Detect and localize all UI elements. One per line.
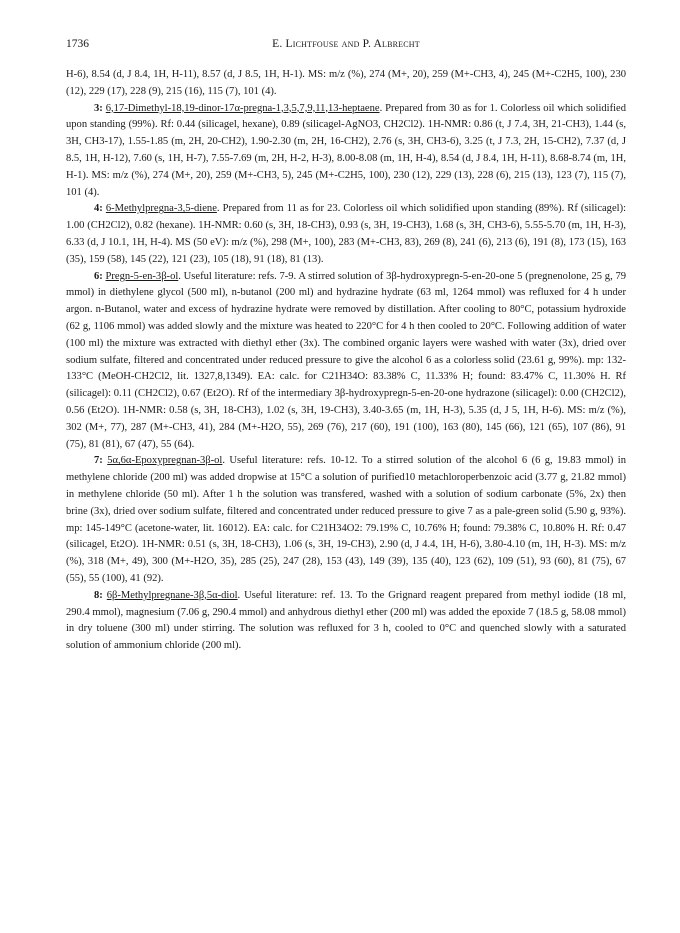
paragraph-continuation xyxy=(66,67,626,101)
paragraph-text: . Prepared from 11 as for 23. Colorless oil which solidified upon standing (89%). Rf (silicagel): 1.00 (CH2Cl2), 0.82 (hexane). 1H-NMR: 0.60 (s, 3H, 18-CH3), 0.93 (s, 3H, 19-CH3), 1.68 (s, 3H, CH3-6), 5.55-5.70 (m, 1H, H-3), 6.33 (d, J 10.1, 1H, H-4). MS (50 eV): m/z (%), 298 (M+, 100), 283 (M+-CH3, 83), 269 (8), 241 (6), 213 (6), 191 (8), 173 (15), 163 (35), 159 (58), 145 (22), 121 (23), 105 (18), 91 (18), 81 (13). xyxy=(66,203,627,265)
compound-8-paragraph xyxy=(66,588,626,655)
compound-name: Pregn-5-en-3β-ol xyxy=(105,270,179,282)
page-number: 1736 xyxy=(66,38,89,50)
compound-6-paragraph xyxy=(66,269,626,454)
compound-name: 6,17-Dimethyl-18,19-dinor-17α-pregna-1,3,5,7,9,11,13-heptaene xyxy=(105,102,380,114)
compound-name: 6β-Methylpregnane-3β,5α-diol xyxy=(106,589,238,601)
compound-name: 6-Methylpregna-3,5-diene xyxy=(105,203,217,215)
compound-number: 7: xyxy=(94,455,103,467)
compound-7-paragraph xyxy=(66,453,626,587)
paragraph-text: . Prepared from 30 as for 1. Colorless oil which solidified upon standing (99%). Rf: 0.44 (silicagel, hexane), 0.89 (silicagel-AgNO3, CH2Cl2). 1H-NMR: 0.86 (t, J 7.4, 3H, 21-CH3), 1.44 (s, 3H, CH3-17), 1.55-1.85 (m, 2H, 20-CH2), 1.90-2.30 (m, 2H, 16-CH2), 2.76 (s, 3H, CH3-6), 3.25 (t, J 7.3, 2H, 15-CH2), 7.37 (d, J 8.5, 1H, H-12), 7.60 (s, 1H, H-7), 7.55-7.69 (m, 2H, H-2, H-3), 8.00-8.08 (m, 1H, H-4), 8.54 (d, J 8.4, 1H, H-11), 8.68-8.74 (m, 1H, H-1). MS: m/z (%), 274 (M+, 20), 259 (M+-CH3, 5), 245 (M+-C2H5, 100), 230 (12), 229 (13), 228 (6), 215 (13), 123 (7), 115 (7), 101 (4). xyxy=(66,102,626,198)
compound-number: 3: xyxy=(94,102,103,114)
author-line: E. Lichtfouse and P. Albrecht xyxy=(272,38,420,50)
compound-number: 8: xyxy=(94,589,103,601)
paragraph-text: . Useful literature: ref. 13. To the Grignard reagent prepared from methyl iodide (18 ml, 290.4 mmol), magnesium (7.06 g, 290.4 mmol) and anhydrous diethyl ether (200 ml) was added the epoxide 7 (18.5 g, 58.08 mmol) in dry toluene (300 ml) under stirring. The solution was refluxed for 3 h, cooled to 0°C and quenched slowly with a saturated solution of ammonium chloride (200 ml). xyxy=(66,589,626,652)
compound-number: 6: xyxy=(94,270,103,282)
paragraph-text: . Useful literature: refs. 7-9. A stirred solution of 3β-hydroxypregn-5-en-20-one 5 (pregnenolone, 25 g, 79 mmol) in diethylene glycol (500 ml), n-butanol (200 ml) and hydrazine hydrate (63 ml, 1264 mmol) was refluxed for 4 h under argon. n-Butanol, water and excess of hydrazine hydrate were removed by distillation. After cooling to 80°C, potassium hydroxide (62 g, 1106 mmol) was added slowly and the mixture was heated to 220°C for 4 h then cooled to 20°C. Following addition of water (100 ml) the mixture was extracted with diethyl ether (3x). The combined organic layers were washed with water (3x), dried over sodium sulfate, filtered and concentrated under reduced pressure to give the alcohol 6 as a colorless solid (23.61 g, 99%). mp: 132-133°C (MeOH-CH2Cl2, lit. 1327,8,1349). EA: calc. for C21H34O: 83.38% C, 11.33% H; found: 83.47% C, 11.30% H. Rf (silicagel): 0.11 (CH2Cl2), 0.67 (Et2O). Rf of the intermediary 3β-hydroxypregn-5-en-20-one hydrazone (silicagel): 0.00 (CH2Cl2), 0.56 (Et2O). 1H-NMR: 0.58 (s, 3H, 18-CH3), 1.02 (s, 3H, 19-CH3), 3.40-3.65 (m, 1H, H-3), 5.35 (d, J 5, 1H, H-6). MS: m/z (%), 302 (M+, 77), 287 (M+-CH3, 41), 284 (M+-H2O, 55), 269 (76), 217 (60), 191 (100), 163 (80), 145 (66), 121 (65), 107 (86), 91 (75), 81 (81), 67 (47), 55 (64). xyxy=(66,270,626,450)
compound-3-paragraph xyxy=(66,101,626,202)
compound-number: 4: xyxy=(94,203,103,215)
article-body xyxy=(66,67,626,655)
compound-name: 5α,6α-Epoxypregnan-3β-ol xyxy=(107,455,223,467)
compound-4-paragraph xyxy=(66,201,626,268)
running-header xyxy=(66,36,626,52)
paragraph-text: H-6), 8.54 (d, J 8.4, 1H, H-11), 8.57 (d, J 8.5, 1H, H-1). MS: m/z (%), 274 (M+, 20), 259 (M+-CH3, 4), 245 (M+-C2H5, 100), 230 (12), 229 (17), 228 (9), 215 (16), 115 (7), 101 (4). xyxy=(66,69,626,97)
paragraph-text: . Useful literature: refs. 10-12. To a stirred solution of the alcohol 6 (6 g, 19.83 mmol) in methylene chloride (200 ml) was added dropwise at 15°C a solution of purified10 metachloroperbenzoic acid (3.77 g, 21.82 mmol) in methylene chloride (50 ml). After 1 h the solution was transfered, washed with a solution of sodium carbonate (5%, 2x) then brine (3x), dried over sodium sulfate, filtered and concentrated under reduced pressure to give 7 as a pale-green solid (5.90 g, 93%). mp: 145-149°C (acetone-water, lit. 16012). EA: calc. for C21H34O2: 79.19% C, 10.76% H; found: 79.38% C, 10.80% H. Rf: 0.47 (silicagel, Et2O). 1H-NMR: 0.51 (s, 3H, 18-CH3), 1.06 (s, 3H, 19-CH3), 2.90 (d, J 4.4, 1H, H-6), 3.80-4.10 (m, 1H, H-3). MS: m/z (%), 318 (M+, 49), 300 (M+-H2O, 35), 285 (25), 247 (28), 153 (43), 149 (39), 135 (40), 123 (62), 109 (51), 93 (60), 81 (75), 67 (55), 55 (100), 41 (92). xyxy=(66,455,627,584)
